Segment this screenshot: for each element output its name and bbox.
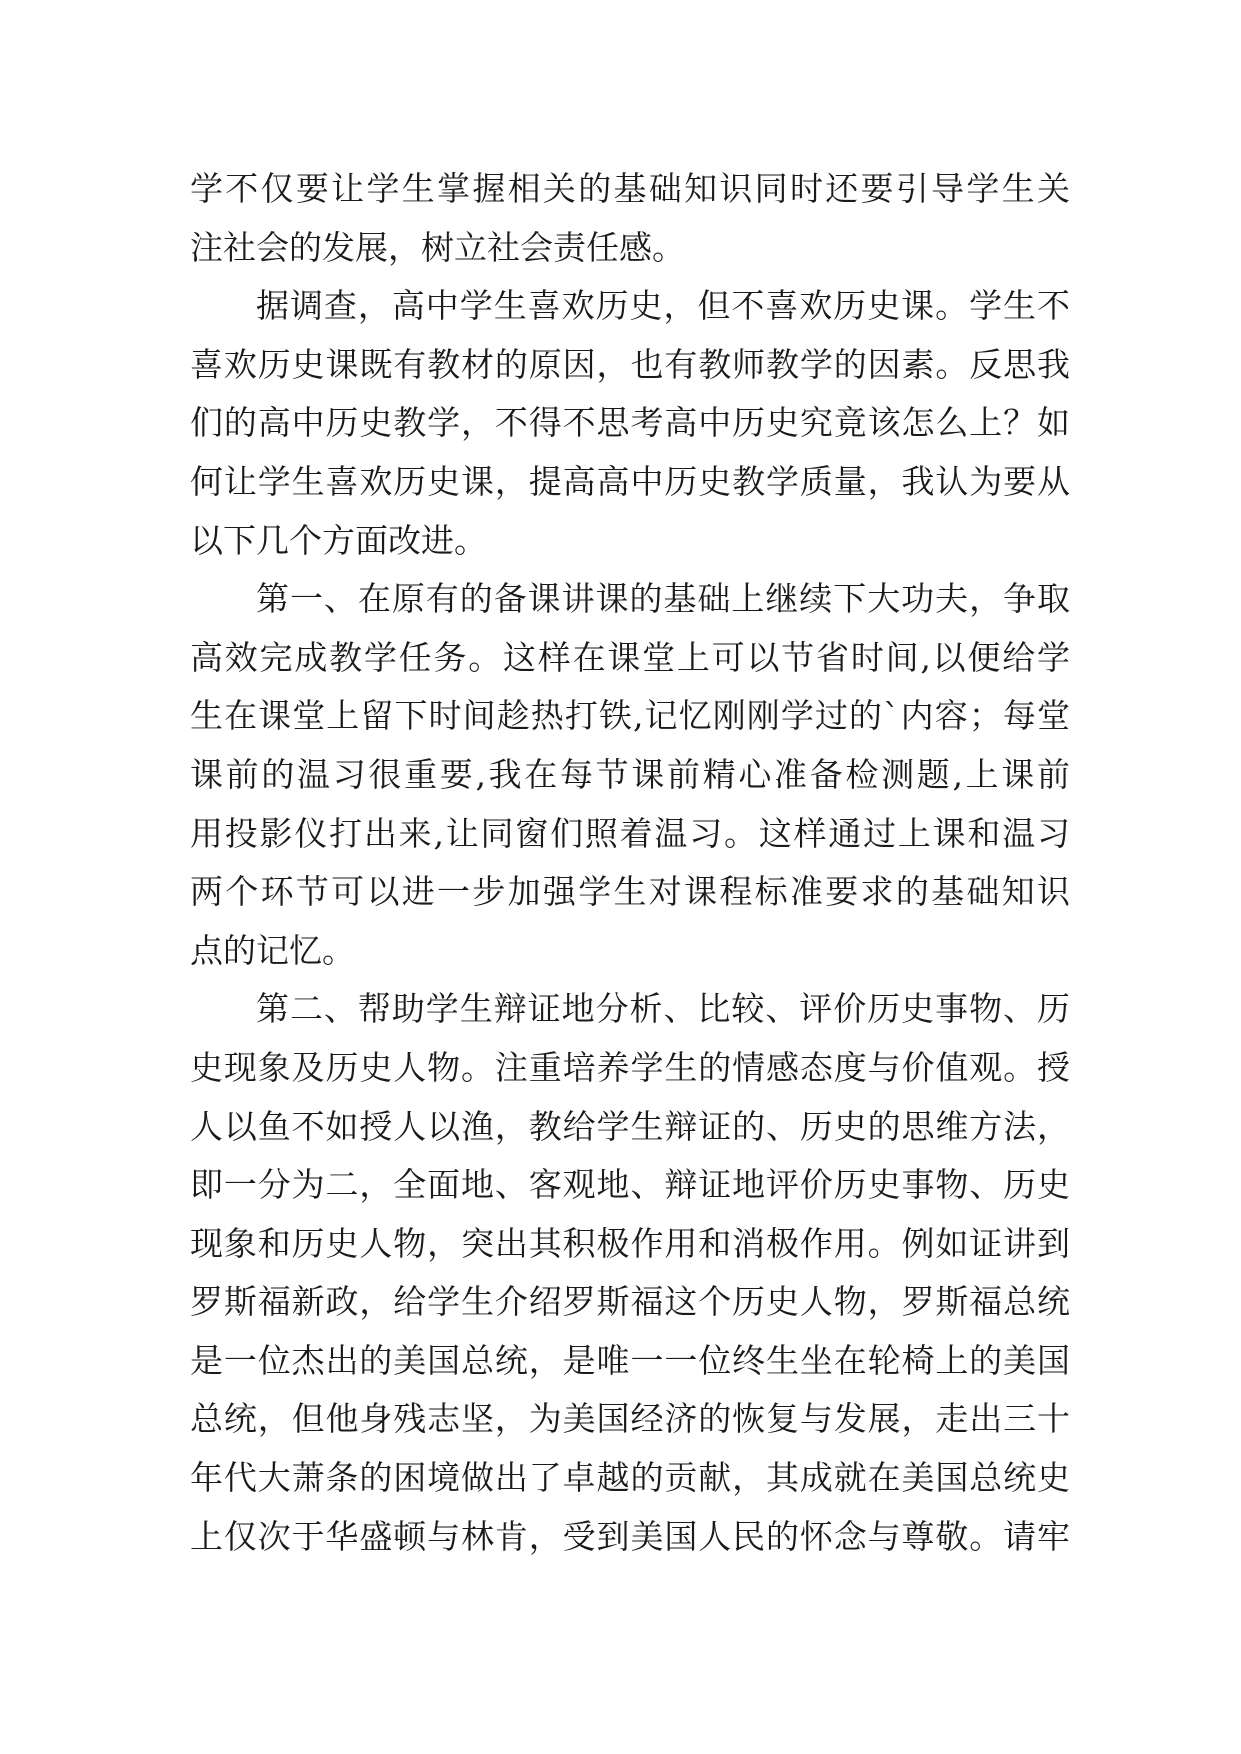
text-line: 喜欢历史课既有教材的原因，也有教师教学的因素。反思我 <box>190 344 1070 384</box>
text-line: 据调查，高中学生喜欢历史，但不喜欢历史课。学生不 <box>256 286 1070 326</box>
text-line: 们的高中历史教学，不得不思考高中历史究竟该怎么上？如 <box>190 403 1070 443</box>
text-line: 史现象及历史人物。注重培养学生的情感态度与价值观。授 <box>190 1047 1070 1087</box>
text-line: 以下几个方面改进。 <box>190 520 487 560</box>
body-text <box>190 160 1070 1566</box>
text-line: 课前的温习很重要,我在每节课前精心准备检测题,上课前 <box>190 754 1070 794</box>
text-line: 第二、帮助学生辩证地分析、比较、评价历史事物、历 <box>256 989 1070 1029</box>
text-line: 注社会的发展，树立社会责任感。 <box>190 227 685 267</box>
text-line: 现象和历史人物，突出其积极作用和消极作用。例如证讲到 <box>190 1223 1070 1263</box>
text-line: 学不仅要让学生掌握相关的基础知识同时还要引导学生关 <box>190 169 1070 208</box>
text-line: 上仅次于华盛顿与林肯，受到美国人民的怀念与尊敬。请牢 <box>190 1516 1070 1556</box>
text-line: 第一、在原有的备课讲课的基础上继续下大功夫，争取 <box>256 579 1070 619</box>
text-line: 两个环节可以进一步加强学生对课程标准要求的基础知识 <box>190 872 1070 912</box>
text-line: 即一分为二，全面地、客观地、辩证地评价历史事物、历史 <box>190 1165 1070 1205</box>
text-line: 何让学生喜欢历史课，提高高中历史教学质量，我认为要从 <box>190 461 1070 501</box>
text-line: 点的记忆。 <box>190 930 355 970</box>
text-line: 是一位杰出的美国总统，是唯一一位终生坐在轮椅上的美国 <box>190 1340 1070 1380</box>
text-line: 总统，但他身残志坚，为美国经济的恢复与发展，走出三十 <box>190 1399 1070 1439</box>
text-line: 用投影仪打出来,让同窗们照着温习。这样通过上课和温习 <box>190 813 1070 853</box>
text-line: 生在课堂上留下时间趁热打铁,记忆刚刚学过的`内容；每堂 <box>190 696 1070 736</box>
text-line: 年代大萧条的困境做出了卓越的贡献，其成就在美国总统史 <box>190 1458 1070 1498</box>
text-line: 人以鱼不如授人以渔，教给学生辩证的、历史的思维方法， <box>190 1106 1070 1146</box>
text-line: 罗斯福新政，给学生介绍罗斯福这个历史人物，罗斯福总统 <box>190 1282 1070 1322</box>
text-line: 高效完成教学任务。这样在课堂上可以节省时间,以便给学 <box>190 637 1070 677</box>
